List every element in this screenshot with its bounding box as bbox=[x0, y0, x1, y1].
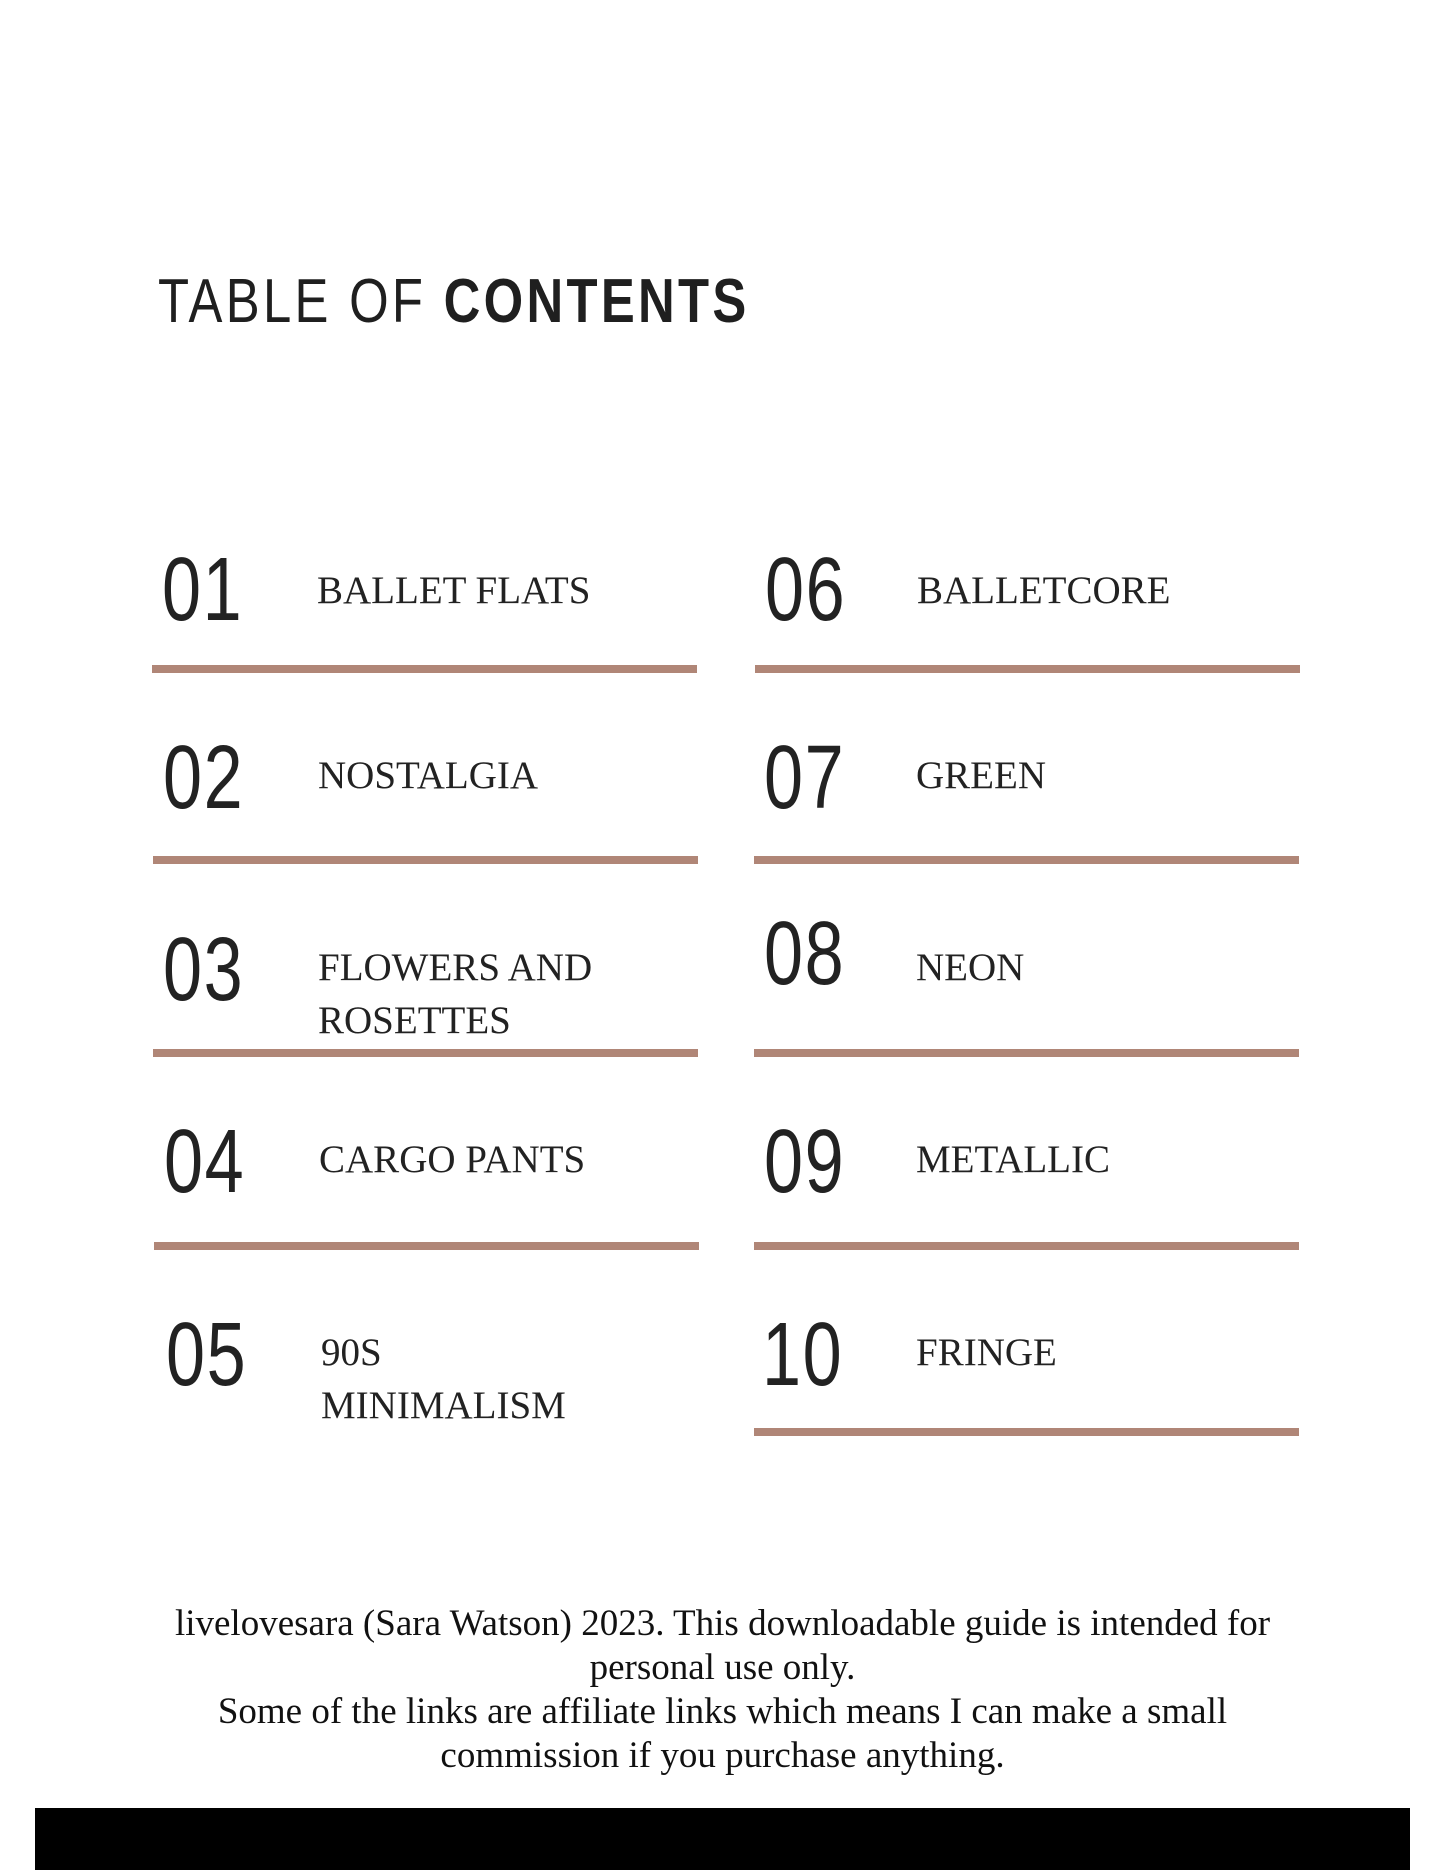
toc-item-06[interactable] bbox=[755, 530, 1300, 680]
toc-label: BALLET FLATS bbox=[317, 569, 591, 612]
divider bbox=[154, 1242, 699, 1250]
toc-item-10[interactable] bbox=[754, 1300, 1299, 1450]
affiliate-notice: Some of the links are affiliate links which means I can make a small commission if you purchase anything. bbox=[217, 1691, 1228, 1776]
divider bbox=[153, 1049, 698, 1057]
toc-label: BALLETCORE bbox=[917, 569, 1171, 612]
toc-item-04[interactable] bbox=[154, 1107, 699, 1257]
footer-disclaimer bbox=[130, 1602, 1315, 1778]
toc-label: NEON bbox=[916, 946, 1025, 989]
toc-item-03[interactable] bbox=[153, 915, 698, 1065]
toc-item-08[interactable] bbox=[754, 899, 1299, 1049]
copyright-text: livelovesara (Sara Watson) 2023. This downloadable guide is intended for personal use only. bbox=[174, 1603, 1271, 1688]
toc-label: FLOWERS AND ROSETTES bbox=[318, 946, 593, 1042]
divider bbox=[754, 856, 1299, 864]
divider bbox=[152, 665, 697, 673]
divider bbox=[153, 856, 698, 864]
page-title bbox=[158, 262, 750, 342]
toc-label: GREEN bbox=[916, 754, 1046, 797]
toc-label: FRINGE bbox=[916, 1331, 1057, 1374]
toc-number: 07 bbox=[764, 728, 846, 828]
toc-number: 01 bbox=[162, 540, 244, 640]
toc-label: NOSTALGIA bbox=[318, 754, 539, 797]
toc-number: 05 bbox=[166, 1305, 248, 1405]
title-bold: CONTENTS bbox=[443, 267, 750, 336]
toc-number: 09 bbox=[764, 1112, 846, 1212]
divider bbox=[754, 1049, 1299, 1057]
divider bbox=[754, 1242, 1299, 1250]
toc-item-05[interactable] bbox=[156, 1300, 701, 1450]
toc-item-09[interactable] bbox=[754, 1107, 1299, 1257]
toc-label: 90S MINIMALISM bbox=[321, 1331, 566, 1427]
toc-number: 03 bbox=[163, 920, 245, 1020]
toc-item-07[interactable] bbox=[754, 723, 1299, 873]
toc-label: METALLIC bbox=[916, 1138, 1111, 1181]
toc-item-02[interactable] bbox=[153, 723, 698, 873]
toc-number: 02 bbox=[163, 728, 245, 828]
toc-number: 06 bbox=[765, 540, 847, 640]
bottom-bar bbox=[35, 1808, 1410, 1870]
divider bbox=[755, 665, 1300, 673]
divider bbox=[754, 1428, 1299, 1436]
toc-number: 08 bbox=[764, 904, 846, 1004]
toc-number: 10 bbox=[762, 1305, 844, 1405]
toc-number: 04 bbox=[164, 1112, 246, 1212]
title-light: TABLE OF bbox=[158, 267, 444, 336]
toc-item-01[interactable] bbox=[152, 530, 697, 680]
toc-label: CARGO PANTS bbox=[319, 1138, 586, 1181]
